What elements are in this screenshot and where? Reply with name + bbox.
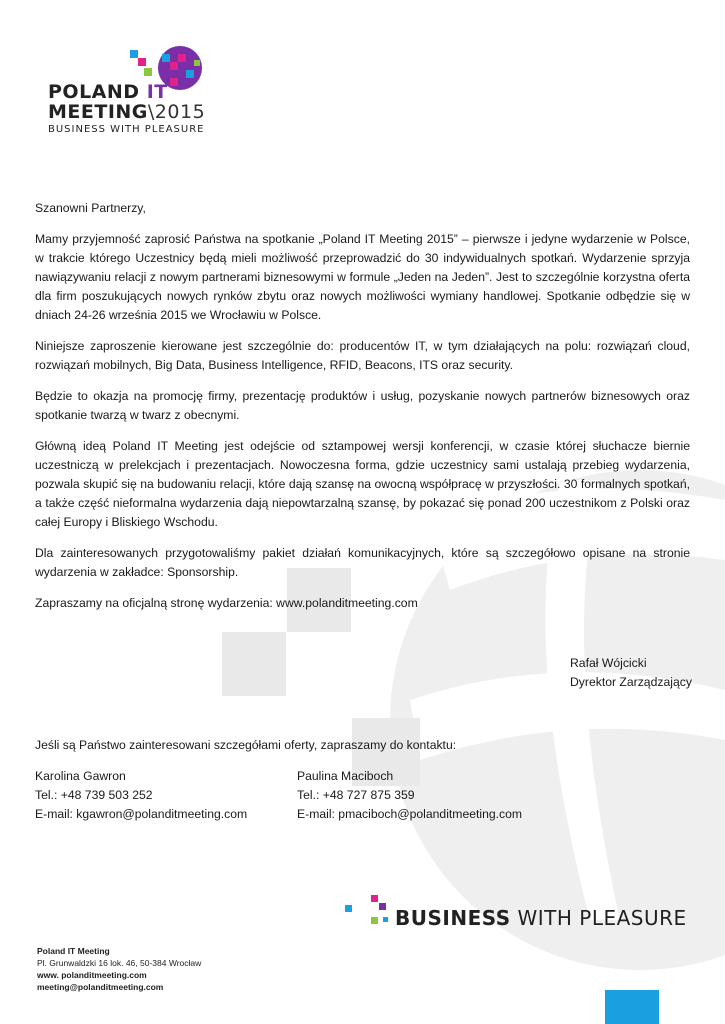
logo-poland-text: POLAND — [48, 81, 147, 103]
logo-year-text: \2015 — [147, 101, 206, 123]
letter-body — [35, 199, 690, 625]
footer-street: Pl. Grunwaldzki 16 lok. 46, 50-384 Wrocław — [37, 958, 202, 968]
contact-phone: Tel.: +48 739 503 252 — [35, 788, 153, 802]
logo-meeting-text: MEETING — [48, 101, 148, 123]
contact-name: Karolina Gawron — [35, 769, 126, 783]
paragraph-website: Zapraszamy na oficjalną stronę wydarzenia: www.polanditmeeting.com — [35, 596, 418, 610]
contact-person-2 — [297, 767, 522, 824]
greeting: Szanowni Partnerzy, — [35, 201, 146, 215]
contact-email: E-mail: pmaciboch@polanditmeeting.com — [297, 807, 523, 821]
tagline-bold: BUSINESS — [395, 906, 511, 930]
contact-intro: Jeśli są Państwo zainteresowani szczegółami oferty, zapraszamy do kontaktu: — [35, 738, 457, 752]
logo-tagline: BUSINESS WITH PLEASURE — [48, 124, 205, 135]
paragraph-opportunity: Będzie to okazja na promocję firmy, prezentację produktów i usług, pozyskanie nowych partnerów biznesowych oraz spotkanie twarzą w twarz z obecnymi. — [35, 389, 690, 422]
logo-it-text: IT — [146, 81, 168, 103]
footer-address — [37, 945, 201, 993]
paragraph-intro: Mamy przyjemność zaprosić Państwa na spotkanie „Poland IT Meeting 2015” – pierwsze i jedyne wydarzenie w Polsce, w trakcie którego Uczestnicy będą mieli możliwość przeprowadzić do 30 indywidualnych spotkań. Wydarzenie sprzyja nawiązywaniu relacji z nowym partnerami biznesowymi w formule „Jeden na Jeden”. Jest to szczególnie korzystna oferta dla firm poszukujących nowych rynków zbytu oraz nowych możliwości wymiany handlowej. Spotkanie odbędzie się w dniach 24-26 września 2015 we Wrocławiu w Polsce. — [35, 232, 690, 322]
footer-web: www. polanditmeeting.com — [37, 970, 147, 980]
contact-name: Paulina Maciboch — [297, 769, 394, 783]
footer-org: Poland IT Meeting — [37, 946, 110, 956]
business-with-pleasure-tagline — [395, 906, 687, 930]
signatory-title: Dyrektor Zarządzający — [570, 675, 692, 689]
signatory-name: Rafał Wójcicki — [570, 656, 647, 670]
logo-wordmark — [48, 82, 205, 136]
paragraph-audience: Niniejsze zaproszenie kierowane jest szczególnie do: producentów IT, w tym działających na polu: rozwiązań cloud, rozwiązań mobilnych, Big Data, Business Intelligence, RFID, Beacons, ITS oraz security. — [35, 339, 690, 372]
footer-blue-block — [605, 990, 659, 1024]
tagline-pixel-graphic — [343, 893, 393, 933]
contact-phone: Tel.: +48 727 875 359 — [297, 788, 415, 802]
paragraph-sponsorship: Dla zainteresowanych przygotowaliśmy pakiet działań komunikacyjnych, które są szczegółowo opisane na stronie wydarzenia w zakładce: Sponsorship. — [35, 546, 690, 579]
contact-person-1 — [35, 767, 247, 824]
footer-email: meeting@polanditmeeting.com — [37, 982, 164, 992]
tagline-rest: WITH PLEASURE — [510, 906, 687, 930]
paragraph-idea: Główną ideą Poland IT Meeting jest odejście od sztampowej wersji konferencji, w czasie której słuchacze biernie uczestniczą w prelekcjach i prezentacjach. Nowoczesna forma, gdzie uczestnicy sami ustalają przebieg wydarzenia, pozwala skupić się na budowaniu relacji, które dają szansę na owocną współpracę w przyszłości. 30 formalnych spotkań, a także część nieformalna wydarzenia dają niepowtarzalną szansę, by pokazać się ponad 200 uczestnikom z Polski oraz całej Europy i Bliskiego Wschodu. — [35, 439, 690, 529]
signature-block — [570, 654, 692, 692]
contact-email: E-mail: kgawron@polanditmeeting.com — [35, 807, 248, 821]
